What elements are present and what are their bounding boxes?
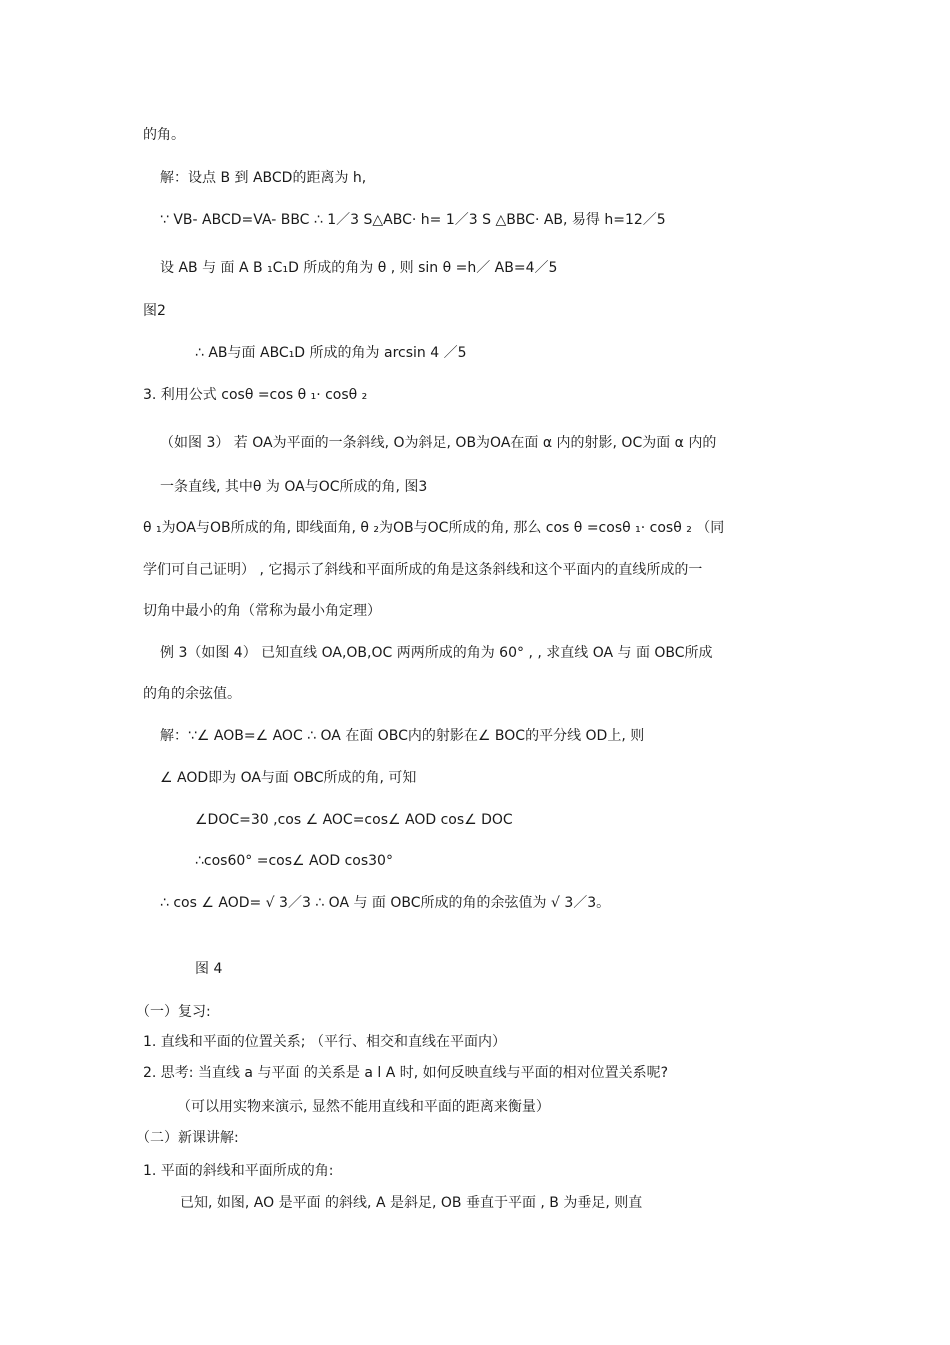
list-item: 2. 思考: 当直线 a 与平面 的关系是 a l A 时, 如何反映直线与平面的相对位置关系呢? [143, 1065, 669, 1081]
text-line: 学们可自己证明） , 它揭示了斜线和平面所成的角是这条斜线和这个平面内的直线所成的一 [143, 562, 703, 578]
text-line: ∠DOC=30 ,cos ∠ AOC=cos∠ AOD cos∠ DOC [195, 812, 513, 828]
text-line: （如图 3） 若 OA为平面的一条斜线, O为斜足, OB为OA在面 α 内的射影, OC为面 α 内的 [160, 435, 717, 451]
text-line: 例 3（如图 4） 已知直线 OA,OB,OC 两两所成的角为 60° , , 求直线 OA 与 面 OBC所成 [160, 645, 713, 661]
text-line: 一条直线, 其中θ 为 OA与OC所成的角, 图3 [160, 479, 428, 495]
list-item: 1. 平面的斜线和平面所成的角: [143, 1163, 334, 1179]
text-line: 已知, 如图, AO 是平面 的斜线, A 是斜足, OB 垂直于平面 , B 为垂足, 则直 [180, 1195, 643, 1211]
text-line: ∵ VB- ABCD=VA- BBC ∴ 1／3 S△ABC· h= 1／3 S △BBC· AB, 易得 h=12／5 [160, 212, 666, 228]
text-line: 切角中最小的角（常称为最小角定理） [143, 603, 381, 619]
text-line: θ ₁为OA与OB所成的角, 即线面角, θ ₂为OB与OC所成的角, 那么 cos θ =cosθ ₁· cosθ ₂ （同 [143, 520, 725, 536]
list-item: 1. 直线和平面的位置关系; （平行、相交和直线在平面内） [143, 1034, 506, 1050]
text-line: 解：∵∠ AOB=∠ AOC ∴ OA 在面 OBC内的射影在∠ BOC的平分线 OD上, 则 [160, 728, 645, 744]
section-heading: （二）新课讲解: [136, 1130, 239, 1146]
text-line: ∠ AOD即为 OA与面 OBC所成的角, 可知 [160, 770, 417, 786]
text-line: 解：设点 B 到 ABCD的距离为 h, [160, 170, 367, 186]
figure-label: 图 4 [195, 961, 223, 977]
figure-label: 图2 [143, 303, 166, 319]
text-line: 的角的余弦值。 [143, 686, 241, 702]
text-line: （可以用实物来演示, 显然不能用直线和平面的距离来衡量） [177, 1099, 550, 1115]
section-heading: （一）复习: [136, 1004, 211, 1020]
section-heading: 3. 利用公式 cosθ =cos θ ₁· cosθ ₂ [143, 387, 368, 403]
text-line: 的角。 [143, 127, 185, 143]
text-line: ∴ AB与面 ABC₁D 所成的角为 arcsin 4 ／5 [195, 345, 467, 361]
text-line: ∴ cos ∠ AOD= √ 3／3 ∴ OA 与 面 OBC所成的角的余弦值为 √ 3／3。 [160, 895, 611, 911]
text-line: ∴cos60° =cos∠ AOD cos30° [195, 853, 393, 869]
text-line: 设 AB 与 面 A B ₁C₁D 所成的角为 θ , 则 sin θ =h／ AB=4／5 [160, 260, 558, 276]
